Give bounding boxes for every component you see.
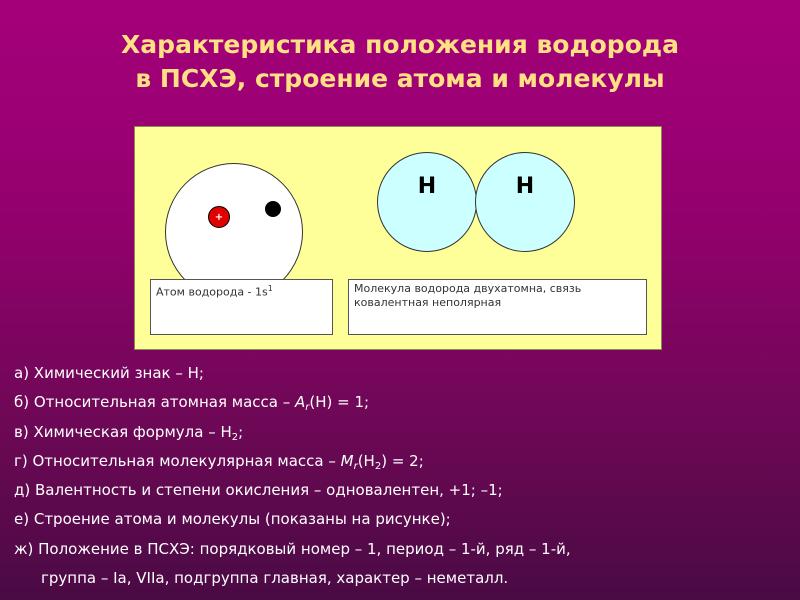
molecule-caption <box>348 279 647 335</box>
fact-a: а) Химический знак – Н; <box>14 364 204 382</box>
molecule-caption-line-2: ковалентная неполярная <box>354 296 502 309</box>
slide-title <box>0 28 800 96</box>
fact-b-subscript: r <box>305 402 310 414</box>
fact-b <box>14 388 794 417</box>
fact-d: д) Валентность и степени окисления – одновалентен, +1; –1; <box>14 481 503 500</box>
title-line-1: Характеристика положения водорода <box>121 30 679 59</box>
fact-v <box>14 418 794 447</box>
molecule-caption-line-1: Молекула водорода двухатомна, связь <box>354 282 582 295</box>
fact-g-subscript-2: 2 <box>374 460 382 472</box>
fact-b-symbol: A <box>295 393 306 412</box>
fact-b-value: (Н) = 1; <box>309 393 370 412</box>
fact-zh-2: группа – Iа, VIIа, подгруппа главная, характер – неметалл. <box>41 569 509 588</box>
fact-g-value: ) = 2; <box>381 451 424 470</box>
fact-v-text: в) Химическая формула – Н <box>14 422 232 441</box>
fact-g-symbol: M <box>340 451 354 470</box>
fact-g-text: г) Относительная молекулярная масса – <box>14 451 341 470</box>
fact-v-subscript: 2 <box>231 431 239 443</box>
molecule-atom-left <box>377 152 477 252</box>
atom-symbol-right: H <box>515 173 535 199</box>
nucleus: + <box>208 206 230 228</box>
fact-g-mid: (Н <box>357 451 375 470</box>
atom-caption-text: Атом водорода - 1s <box>156 285 268 299</box>
atom-symbol-left: H <box>417 173 437 199</box>
atom-caption <box>150 279 333 335</box>
molecule-atom-right <box>475 152 575 252</box>
fact-v-end: ; <box>238 422 244 441</box>
title-line-2: в ПСХЭ, строение атома и молекулы <box>135 64 665 93</box>
fact-b-text: б) Относительная атомная масса – <box>14 393 296 412</box>
atom-caption-sup: 1 <box>267 284 273 293</box>
hydrogen-figure <box>134 126 662 350</box>
fact-g-subscript: r <box>353 460 358 472</box>
electron <box>265 201 281 217</box>
fact-zh-1: ж) Положение в ПСХЭ: порядковый номер – 1, период – 1-й, ряд – 1-й, <box>14 539 571 558</box>
fact-e: е) Строение атома и молекулы (показаны на рисунке); <box>14 510 451 529</box>
fact-g <box>14 447 794 476</box>
facts-list <box>14 359 794 593</box>
